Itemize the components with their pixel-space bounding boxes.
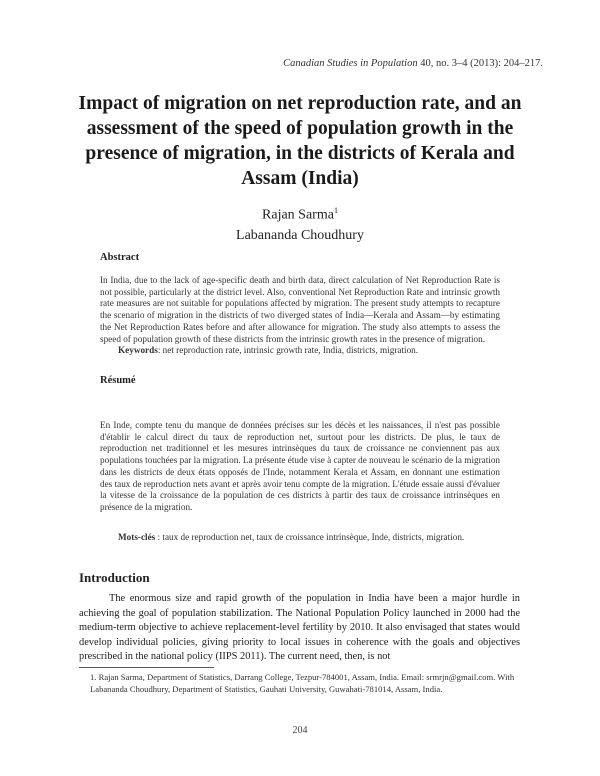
journal-citation bbox=[283, 58, 543, 69]
author-2: Labananda Choudhury bbox=[236, 227, 364, 243]
abstract-heading: Abstract bbox=[100, 252, 140, 263]
introduction-body: The enormous size and rapid growth of the population in India have been a major hurdle in achieving the goal of population stabilization. The National Population Policy launched in 2000 had the medium-term objective to achieve replacement-level fertility by 2010. It also envisaged that states would develop individual policies, giving priority to local issues in coherence with the goals and objectives prescribed in the national policy (IIPS 2011). The current need, then, is not bbox=[79, 593, 520, 663]
abstract-keywords: Keywords: net reproduction rate, intrinsic growth rate, India, districts, migration. bbox=[118, 345, 419, 355]
journal-name: Canadian Studies in Population bbox=[283, 58, 418, 69]
authors bbox=[0, 201, 600, 246]
author-1: Rajan Sarma$^1$ bbox=[262, 206, 338, 223]
footnote-mark: 1 bbox=[333, 206, 338, 215]
abstract-body: In India, due to the lack of age-specific death and birth data, direct calculation of Net Reproduction Rate is not possible, particularly at the district level. Also, conventional Net Reproduction Rate and intrinsic growth rate measures are not suitable for populations affected by migration. The present study attempts to recapture the scenario of migration in the districts of two diverged states of India—Kerala and Assam—by estimating the Net Reproduction Rates before and after allowance for migration. The study also attempts to assess the speed of population growth of these districts from the intrinsic growth rates in the presence of migration. bbox=[100, 275, 500, 344]
footnote: 1. Rajan Sarma, Department of Statistics, Darrang College, Tezpur-784001, Assam, India. Email: srmrjn@gmail.com. With Labananda Choudhury, Department of Statistics, Gauhati University, Guwahati-781014, Assam, India. bbox=[90, 672, 515, 694]
resume-body: En Inde, compte tenu du manque de données précises sur les décès et les naissances, il n'est pas possible d'établir le calcul direct du taux de reproduction net, surtout pour les districts. De plus, le taux de reproduction net traditionnel et les mesures intrinsèques du taux de croissance ne conviennent pas aux populations touchées par la migration. La présente étude vise à capter de nouveau le scénario de la migration dans les districts de deux états opposés de l'Inde, notamment Kerala et Assam, en donnant une estimation des taux de reproduction nets avant et après avoir tenu compte de la migration. L'étude essaie aussi d'évaluer la vitesse de la croissance de la population de ces districts à partir des taux de croissance intrinsèques en présence de la migration. bbox=[100, 420, 501, 512]
footnote-divider bbox=[79, 667, 214, 668]
page-number: 204 bbox=[292, 725, 308, 736]
resume-heading: Résumé bbox=[100, 375, 136, 386]
resume-keywords: Mots-clés : taux de reproduction net, taux de croissance intrinsèque, Inde, districts, migration. bbox=[118, 532, 465, 542]
journal-volume: 40, no. 3–4 (2013): 204–217. bbox=[420, 58, 543, 69]
paper-title: Impact of migration on net reproduction rate, and an assessment of the speed of population growth in the presence of migration, in the districts of Kerala and Assam (India) bbox=[78, 93, 522, 189]
introduction-heading: Introduction bbox=[79, 570, 150, 585]
